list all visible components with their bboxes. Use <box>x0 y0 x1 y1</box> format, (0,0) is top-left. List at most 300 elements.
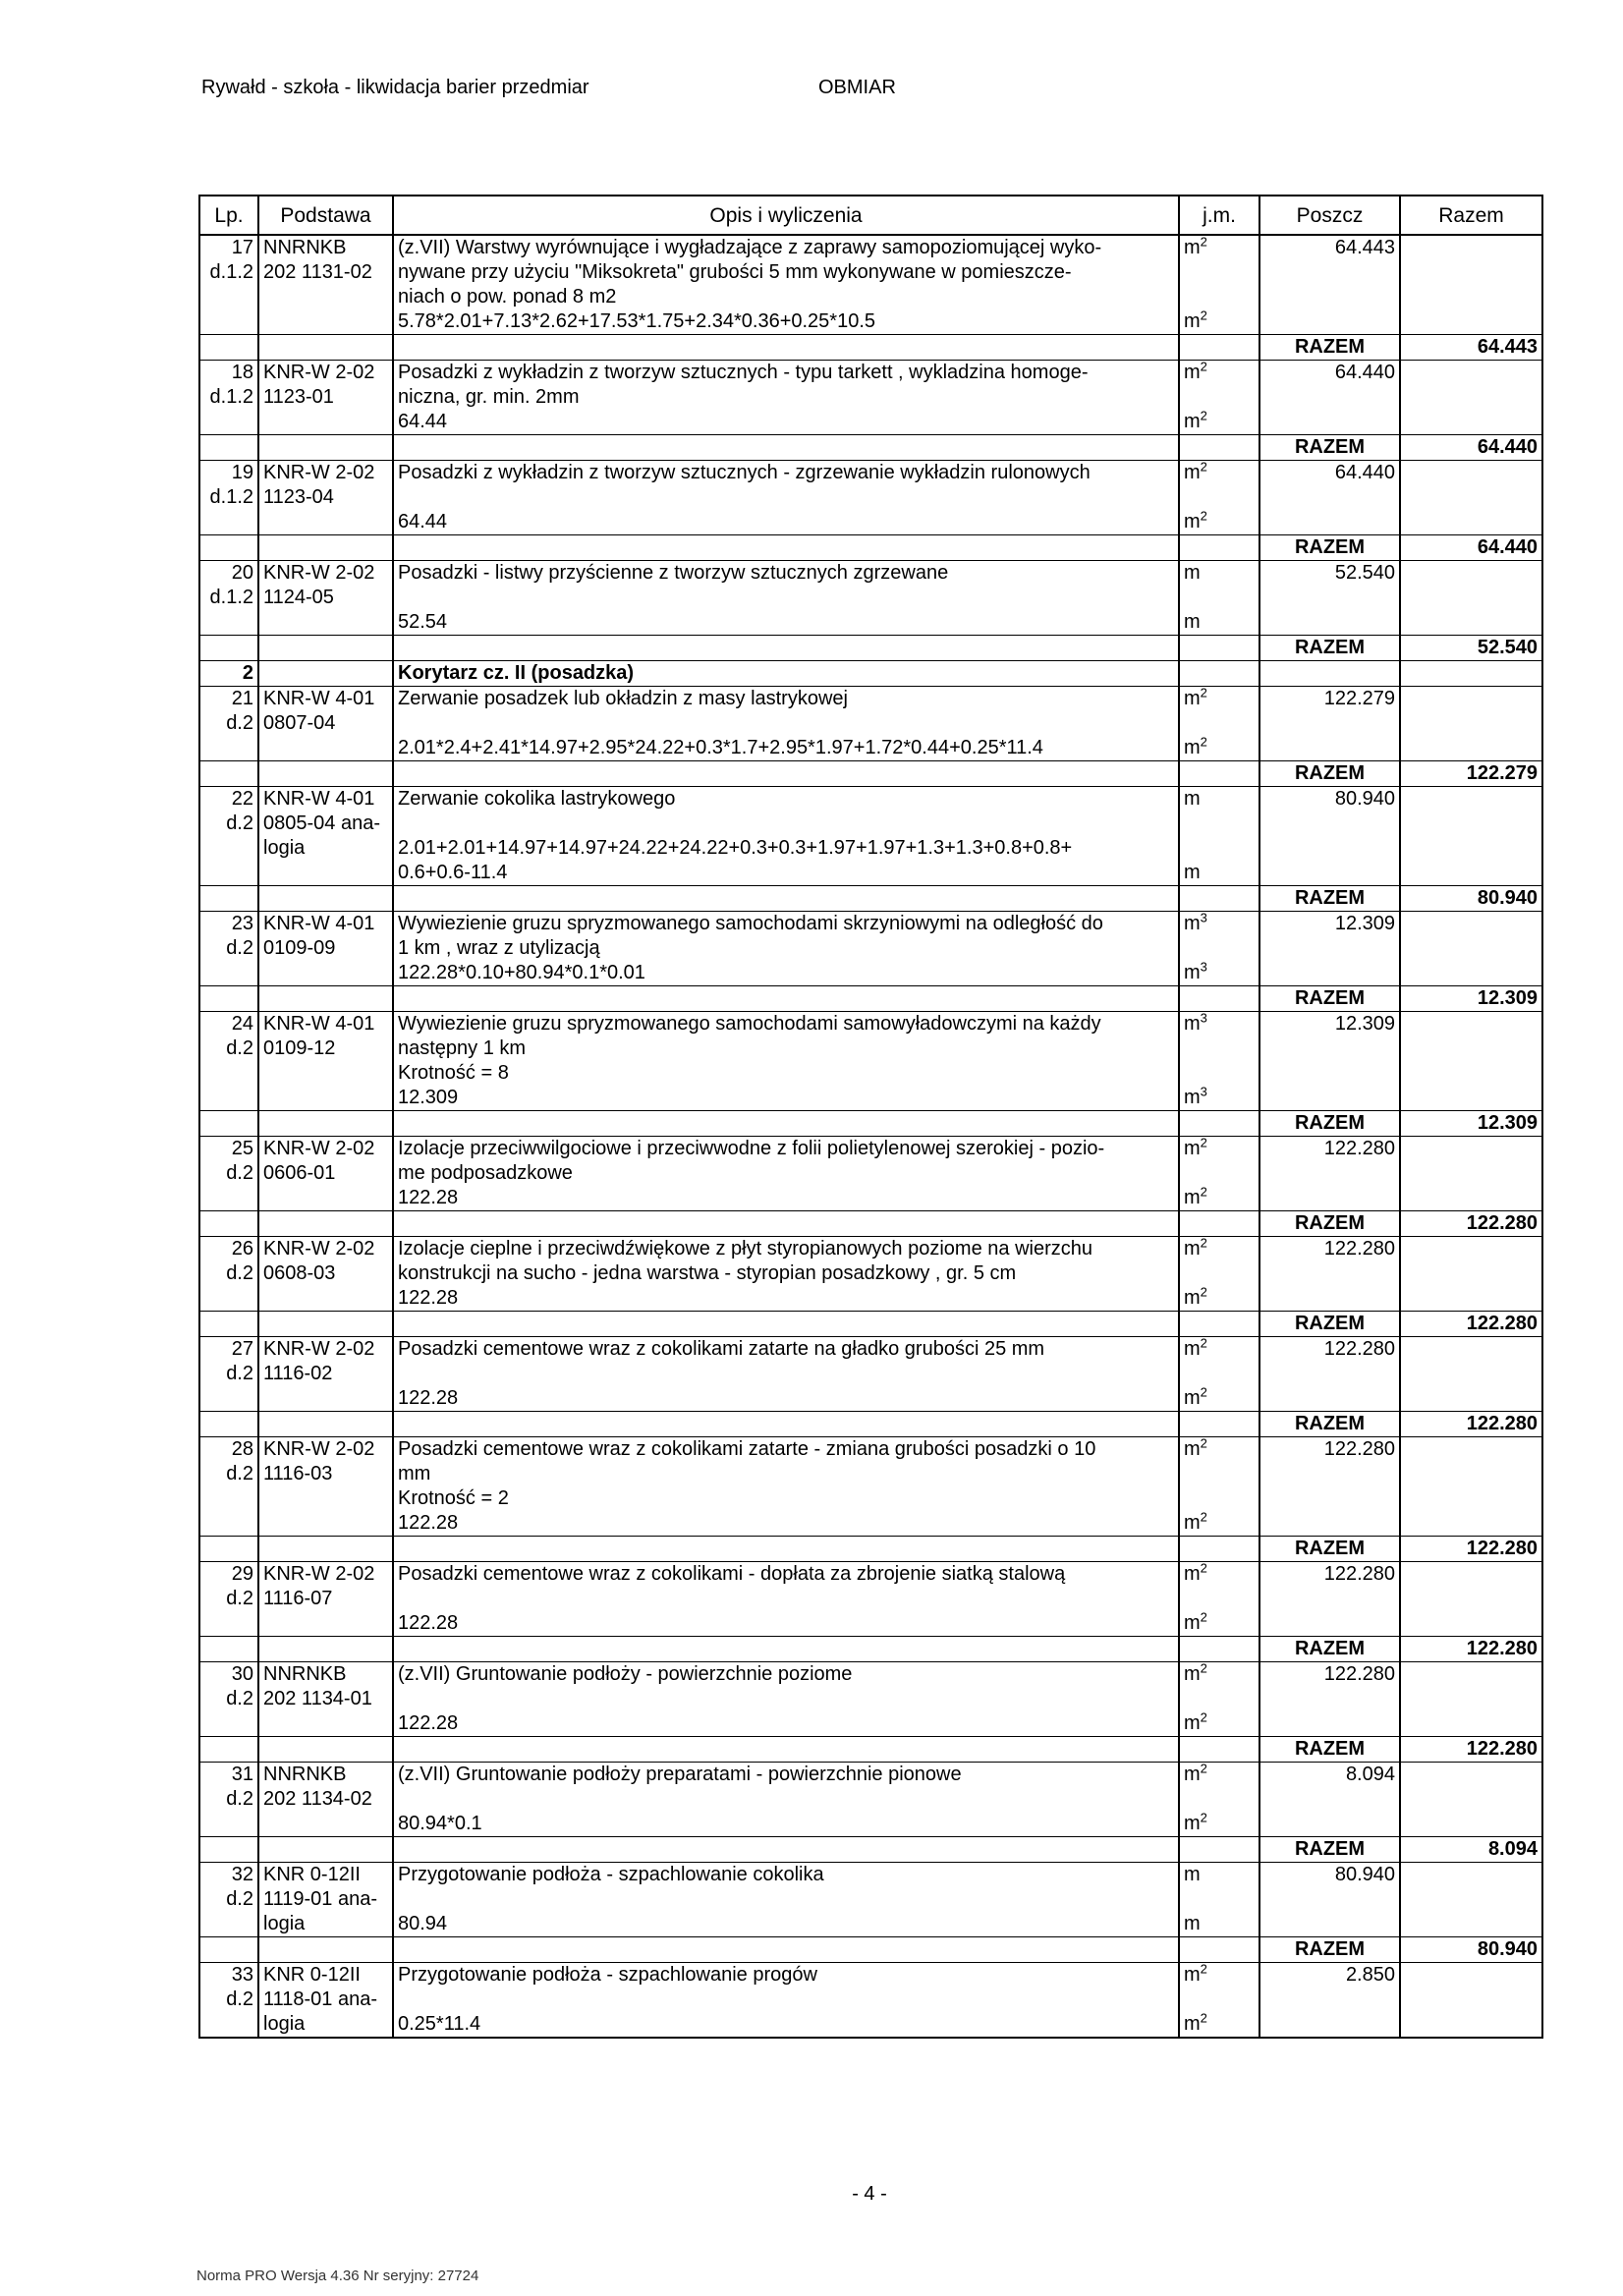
description-line: Posadzki cementowe wraz z cokolikami zatarte na gładko grubości 25 mm <box>398 1338 1045 1360</box>
quantity-cell <box>1259 1662 1400 1737</box>
description-line: 1 km , wraz z utylizacją <box>398 937 600 959</box>
sum-empty-cell <box>393 636 1179 661</box>
description-line: me podposadzkowe <box>398 1162 573 1184</box>
sum-label: RAZEM <box>1259 1737 1400 1763</box>
section-title: Korytarz cz. II (posadzka) <box>393 661 1179 687</box>
sum-empty-cell <box>393 1312 1179 1337</box>
unit-top <box>1184 1963 1255 1988</box>
quantity-cell <box>1259 1337 1400 1412</box>
unit-exponent: 3 <box>1200 1084 1207 1099</box>
calculation-line: 80.94*0.1 <box>398 1813 482 1834</box>
description-line <box>398 586 1174 610</box>
basis-cell <box>258 361 393 435</box>
sum-total: 12.309 <box>1400 986 1542 1012</box>
sum-label: RAZEM <box>1259 1412 1400 1437</box>
calculation-line: 122.28 <box>398 1287 459 1309</box>
sum-empty-cell <box>393 1111 1179 1137</box>
quantity-value: 52.540 <box>1334 562 1395 584</box>
item-number-cell <box>199 461 258 535</box>
sum-empty-cell <box>1179 535 1259 561</box>
quantity-value: 64.440 <box>1334 362 1395 383</box>
sum-row <box>199 761 1542 787</box>
total-cell <box>1400 787 1542 886</box>
item-number: 28 <box>231 1438 253 1460</box>
basis-cell <box>258 1137 393 1211</box>
unit-exponent: 2 <box>1200 1709 1207 1725</box>
unit-value <box>1184 462 1207 483</box>
unit-top <box>1184 912 1255 936</box>
sum-empty-cell <box>199 335 258 361</box>
basis-code-cont: logia <box>263 1913 306 1934</box>
unit-base: m <box>1184 1187 1201 1208</box>
unit-spacer <box>1184 485 1255 510</box>
section-number: 2 <box>199 661 258 687</box>
unit-bottom <box>1184 1286 1255 1311</box>
unit-cell <box>1179 461 1259 535</box>
header-razem: Razem <box>1400 196 1542 235</box>
unit-exponent: 2 <box>1200 235 1207 250</box>
unit-exponent: 3 <box>1200 1011 1207 1026</box>
unit-spacer <box>1184 711 1255 736</box>
unit-spacer <box>1184 1161 1255 1186</box>
basis-catalog: KNR-W 4-01 <box>263 913 375 934</box>
table-row <box>199 1437 1542 1562</box>
sum-empty-cell <box>1179 1737 1259 1763</box>
item-division: d.2 <box>226 1988 253 2010</box>
quantity-cell <box>1259 1562 1400 1637</box>
total-cell <box>1400 1963 1542 2039</box>
quantity-value: 64.440 <box>1334 462 1395 483</box>
basis-catalog: NNRNKB <box>263 1764 347 1785</box>
basis-cell <box>258 787 393 886</box>
item-number: 23 <box>231 913 253 934</box>
table-row <box>199 1863 1542 1963</box>
description-line: Wywiezienie gruzu spryzmowanego samochodami skrzyniowymi na odległość do <box>398 913 1103 934</box>
sum-empty-cell <box>393 1637 1179 1662</box>
unit-bottom <box>1184 1812 1255 1836</box>
item-number-cell <box>199 1137 258 1211</box>
sum-empty-cell <box>199 1211 258 1237</box>
sum-row <box>199 1312 1542 1337</box>
sum-empty-cell <box>1179 1412 1259 1437</box>
basis-cell <box>258 1562 393 1637</box>
sum-empty-cell <box>1179 1837 1259 1863</box>
sum-label: RAZEM <box>1259 761 1400 787</box>
basis-code: 0805-04 ana- <box>263 812 380 834</box>
unit-spacer <box>1184 1261 1255 1286</box>
sum-empty-cell <box>199 535 258 561</box>
item-division: d.2 <box>226 1888 253 1910</box>
unit-base: m <box>1184 1338 1201 1360</box>
sum-empty-cell <box>258 986 393 1012</box>
unit-exponent: 2 <box>1200 734 1207 750</box>
sum-row <box>199 1211 1542 1237</box>
unit-top <box>1184 236 1255 260</box>
total-cell <box>1400 1237 1542 1312</box>
unit-spacer <box>1184 1061 1255 1086</box>
calculation-line: 52.54 <box>398 611 448 633</box>
item-number-cell <box>199 361 258 435</box>
sum-total: 122.280 <box>1400 1737 1542 1763</box>
description-cell <box>393 912 1179 986</box>
sum-empty-cell <box>1179 335 1259 361</box>
unit-value <box>1184 959 1207 983</box>
quantity-cell <box>1259 1963 1400 2039</box>
description-line <box>398 1587 1174 1611</box>
section-row <box>199 661 1542 687</box>
total-cell <box>1400 361 1542 435</box>
description-line <box>398 1988 1174 2012</box>
item-number: 29 <box>231 1563 253 1585</box>
sum-total: 122.280 <box>1400 1211 1542 1237</box>
basis-catalog: NNRNKB <box>263 1663 347 1685</box>
unit-exponent: 3 <box>1200 959 1207 975</box>
unit-cell <box>1179 1562 1259 1637</box>
sum-label: RAZEM <box>1259 1937 1400 1963</box>
unit-bottom <box>1184 1611 1255 1636</box>
sum-empty-cell <box>1179 636 1259 661</box>
basis-code: 1118-01 ana- <box>263 1988 378 2010</box>
table-row <box>199 787 1542 912</box>
sum-row <box>199 535 1542 561</box>
unit-base: m <box>1184 462 1201 483</box>
unit-value <box>1184 1238 1207 1260</box>
table-row <box>199 1337 1542 1437</box>
sum-empty-cell <box>1179 986 1259 1012</box>
sum-row <box>199 1111 1542 1137</box>
description-line: Posadzki z wykładzin z tworzyw sztucznych - zgrzewanie wykładzin rulonowych <box>398 462 1091 483</box>
sum-total: 12.309 <box>1400 1111 1542 1137</box>
sum-empty-cell <box>258 435 393 461</box>
sum-empty-cell <box>393 1537 1179 1562</box>
sum-empty-cell <box>199 1737 258 1763</box>
description-line: Zerwanie posadzek lub okładzin z masy lastrykowej <box>398 688 848 709</box>
total-cell <box>1400 1437 1542 1537</box>
description-line: nywane przy użyciu "Miksokreta" grubości 5 mm wykonywane w pomieszcze- <box>398 261 1072 283</box>
unit-value <box>1184 788 1201 810</box>
table-row <box>199 1237 1542 1337</box>
unit-value <box>1184 237 1207 258</box>
unit-value <box>1184 1138 1207 1159</box>
item-number: 20 <box>231 562 253 584</box>
sum-row <box>199 335 1542 361</box>
description-cell <box>393 235 1179 335</box>
sum-empty-cell <box>393 761 1179 787</box>
sum-empty-cell <box>199 435 258 461</box>
item-number-cell <box>199 687 258 761</box>
unit-base: m <box>1184 1864 1201 1885</box>
unit-cell <box>1179 687 1259 761</box>
basis-catalog: KNR-W 2-02 <box>263 1138 375 1159</box>
unit-base: m <box>1184 1387 1201 1409</box>
sum-total: 122.280 <box>1400 1412 1542 1437</box>
sum-empty-cell <box>258 1211 393 1237</box>
table-row <box>199 361 1542 461</box>
basis-catalog: KNR-W 4-01 <box>263 1013 375 1035</box>
sum-empty-cell <box>258 886 393 912</box>
sum-empty-cell <box>393 535 1179 561</box>
item-number: 19 <box>231 462 253 483</box>
basis-code: 0608-03 <box>263 1262 336 1284</box>
basis-code: 1116-07 <box>263 1588 333 1609</box>
unit-base: m <box>1184 788 1201 810</box>
unit-value <box>1184 1964 1207 1986</box>
unit-cell <box>1179 361 1259 435</box>
unit-cell <box>1179 1437 1259 1537</box>
sum-empty-cell <box>199 886 258 912</box>
unit-exponent: 2 <box>1200 1284 1207 1300</box>
table-header-row <box>199 196 1542 235</box>
quantity-value: 122.280 <box>1323 1138 1395 1159</box>
calculation-line: 122.28*0.10+80.94*0.1*0.01 <box>398 962 645 983</box>
unit-spacer <box>1184 586 1255 610</box>
unit-top <box>1184 1562 1255 1587</box>
description-line: (z.VII) Warstwy wyrównujące i wygładzające z zaprawy samopoziomującej wyko- <box>398 237 1102 258</box>
sum-empty-cell <box>258 636 393 661</box>
quantity-value: 122.280 <box>1323 1338 1395 1360</box>
basis-catalog: NNRNKB <box>263 237 347 258</box>
unit-cell <box>1179 1863 1259 1937</box>
sum-label: RAZEM <box>1259 535 1400 561</box>
obmiar-table <box>198 195 1543 2039</box>
unit-exponent: 2 <box>1200 1384 1207 1400</box>
unit-top <box>1184 687 1255 711</box>
sum-empty-cell <box>393 986 1179 1012</box>
unit-base: m <box>1184 1813 1201 1834</box>
total-cell <box>1400 1562 1542 1637</box>
calculation-line: 0.25*11.4 <box>398 2013 481 2035</box>
unit-base: m <box>1184 913 1201 934</box>
description-line <box>398 1787 1174 1812</box>
basis-code: 202 1131-02 <box>263 261 372 283</box>
table-row <box>199 1562 1542 1662</box>
table-row <box>199 687 1542 787</box>
quantity-value: 122.280 <box>1323 1238 1395 1260</box>
item-number-cell <box>199 1337 258 1412</box>
unit-bottom <box>1184 736 1255 760</box>
item-division: d.1.2 <box>209 486 253 508</box>
item-number: 18 <box>231 362 253 383</box>
item-number-cell <box>199 561 258 636</box>
calculation-line: 122.28 <box>398 1387 459 1409</box>
sum-empty-cell <box>393 886 1179 912</box>
sum-empty-cell <box>1179 435 1259 461</box>
unit-exponent: 2 <box>1200 1962 1207 1977</box>
unit-value <box>1184 1384 1207 1409</box>
basis-catalog: KNR-W 2-02 <box>263 1338 375 1360</box>
description-line: konstrukcji na sucho - jedna warstwa - styropian posadzkowy , gr. 5 cm <box>398 1262 1017 1284</box>
unit-value <box>1184 1184 1207 1208</box>
unit-spacer <box>1184 1587 1255 1611</box>
item-division: d.2 <box>226 1588 253 1609</box>
sum-total: 122.280 <box>1400 1312 1542 1337</box>
sum-total: 64.440 <box>1400 435 1542 461</box>
total-cell <box>1400 1662 1542 1737</box>
unit-base: m <box>1184 2013 1201 2035</box>
sum-empty-cell <box>1179 1211 1259 1237</box>
unit-base: m <box>1184 1563 1201 1585</box>
description-line: Przygotowanie podłoża - szpachlowanie progów <box>398 1964 817 1986</box>
unit-value <box>1184 913 1207 934</box>
unit-base: m <box>1184 411 1201 432</box>
unit-base: m <box>1184 310 1201 332</box>
unit-base: m <box>1184 1612 1201 1634</box>
unit-exponent: 2 <box>1200 308 1207 323</box>
basis-catalog: KNR-W 2-02 <box>263 1438 375 1460</box>
description-line: Wywiezienie gruzu spryzmowanego samochodami samowyładowczymi na każdy <box>398 1013 1101 1035</box>
sum-label: RAZEM <box>1259 1312 1400 1337</box>
quantity-cell <box>1259 912 1400 986</box>
unit-bottom <box>1184 309 1255 334</box>
unit-base: m <box>1184 562 1201 584</box>
unit-base: m <box>1184 1438 1201 1460</box>
item-number-cell <box>199 1562 258 1637</box>
table-row <box>199 561 1542 661</box>
unit-cell <box>1179 561 1259 636</box>
unit-exponent: 2 <box>1200 508 1207 524</box>
unit-top <box>1184 1237 1255 1261</box>
calculation-line: 122.28 <box>398 1187 459 1208</box>
description-line: niczna, gr. min. 2mm <box>398 386 580 408</box>
basis-catalog: KNR-W 4-01 <box>263 688 375 709</box>
table-row <box>199 1963 1542 2039</box>
basis-catalog: KNR-W 2-02 <box>263 1238 375 1260</box>
item-division: d.1.2 <box>209 261 253 283</box>
description-line: Krotność = 2 <box>398 1487 509 1509</box>
item-number-cell <box>199 1437 258 1537</box>
item-number-cell <box>199 1763 258 1837</box>
item-division: d.2 <box>226 1363 253 1384</box>
unit-bottom <box>1184 410 1255 434</box>
unit-base: m <box>1184 511 1201 532</box>
sum-row <box>199 1737 1542 1763</box>
section-empty-cell <box>1259 661 1400 687</box>
description-line <box>398 1887 1174 1912</box>
description-line: niach o pow. ponad 8 m2 <box>398 286 617 308</box>
description-cell <box>393 1237 1179 1312</box>
unit-top <box>1184 461 1255 485</box>
sum-empty-cell <box>1179 1312 1259 1337</box>
sum-total: 52.540 <box>1400 636 1542 661</box>
unit-exponent: 2 <box>1200 1762 1207 1776</box>
basis-catalog: KNR 0-12II <box>263 1964 361 1986</box>
sum-empty-cell <box>199 1537 258 1562</box>
unit-exponent: 2 <box>1200 460 1207 475</box>
sum-total: 64.443 <box>1400 335 1542 361</box>
basis-code: 0807-04 <box>263 712 336 734</box>
unit-exponent: 2 <box>1200 1509 1207 1525</box>
description-cell <box>393 1562 1179 1637</box>
item-division: d.2 <box>226 812 253 834</box>
table-row <box>199 1012 1542 1137</box>
unit-cell <box>1179 235 1259 335</box>
unit-top <box>1184 1137 1255 1161</box>
item-number-cell <box>199 1662 258 1737</box>
sum-empty-cell <box>258 1837 393 1863</box>
unit-value <box>1184 1084 1207 1108</box>
sum-empty-cell <box>1179 886 1259 912</box>
item-number-cell <box>199 1237 258 1312</box>
unit-top <box>1184 361 1255 385</box>
unit-base: m <box>1184 688 1201 709</box>
quantity-cell <box>1259 235 1400 335</box>
unit-value <box>1184 1609 1207 1634</box>
description-line: Posadzki - listwy przyścienne z tworzyw sztucznych zgrzewane <box>398 562 949 584</box>
calculation-line: 2.01+2.01+14.97+14.97+24.22+24.22+0.3+0.3+1.97+1.97+1.3+1.3+0.8+0.8+ <box>398 837 1073 859</box>
item-number-cell <box>199 1863 258 1937</box>
unit-bottom <box>1184 1186 1255 1210</box>
unit-base: m <box>1184 1712 1201 1734</box>
unit-exponent: 2 <box>1200 1810 1207 1825</box>
unit-value <box>1184 508 1207 532</box>
sum-row <box>199 636 1542 661</box>
item-division: d.2 <box>226 1262 253 1284</box>
basis-code: 0606-01 <box>263 1162 336 1184</box>
unit-value <box>1184 1563 1207 1585</box>
item-number-cell <box>199 912 258 986</box>
unit-value <box>1184 1864 1201 1885</box>
sum-empty-cell <box>393 335 1179 361</box>
sum-row <box>199 1937 1542 1963</box>
unit-value <box>1184 562 1201 584</box>
unit-value <box>1184 611 1201 633</box>
sum-empty-cell <box>393 435 1179 461</box>
description-line: Izolacje cieplne i przeciwdźwiękowe z płyt styropianowych poziome na wierzchu <box>398 1238 1092 1260</box>
unit-cell <box>1179 787 1259 886</box>
unit-exponent: 3 <box>1200 911 1207 925</box>
basis-cell <box>258 1662 393 1737</box>
quantity-cell <box>1259 1012 1400 1111</box>
table-row <box>199 912 1542 1012</box>
table-row <box>199 1662 1542 1763</box>
sum-empty-cell <box>199 986 258 1012</box>
description-cell <box>393 461 1179 535</box>
unit-exponent: 2 <box>1200 408 1207 423</box>
sum-empty-cell <box>199 1412 258 1437</box>
unit-base: m <box>1184 1913 1201 1934</box>
description-cell <box>393 1662 1179 1737</box>
item-number: 25 <box>231 1138 253 1159</box>
basis-code: 1116-02 <box>263 1363 333 1384</box>
calculation-line: 122.28 <box>398 1612 459 1634</box>
unit-spacer <box>1184 1887 1255 1912</box>
description-cell <box>393 1863 1179 1937</box>
unit-bottom <box>1184 961 1255 985</box>
quantity-value: 8.094 <box>1345 1764 1395 1785</box>
unit-bottom <box>1184 1711 1255 1736</box>
sum-label: RAZEM <box>1259 986 1400 1012</box>
unit-top <box>1184 1337 1255 1362</box>
table-row <box>199 1137 1542 1237</box>
quantity-value: 80.940 <box>1334 788 1395 810</box>
basis-code: 1123-01 <box>263 386 334 408</box>
item-number: 30 <box>231 1663 253 1685</box>
quantity-cell <box>1259 1437 1400 1537</box>
sum-empty-cell <box>199 1937 258 1963</box>
sum-empty-cell <box>199 636 258 661</box>
unit-base: m <box>1184 962 1201 983</box>
unit-base: m <box>1184 1013 1201 1035</box>
unit-value <box>1184 1284 1207 1309</box>
document-type: OBMIAR <box>818 77 896 98</box>
sum-empty-cell <box>1179 1111 1259 1137</box>
total-cell <box>1400 235 1542 335</box>
item-number-cell <box>199 1012 258 1111</box>
unit-exponent: 2 <box>1200 1609 1207 1625</box>
quantity-cell <box>1259 361 1400 435</box>
item-number: 31 <box>231 1764 253 1785</box>
unit-exponent: 2 <box>1200 1184 1207 1200</box>
